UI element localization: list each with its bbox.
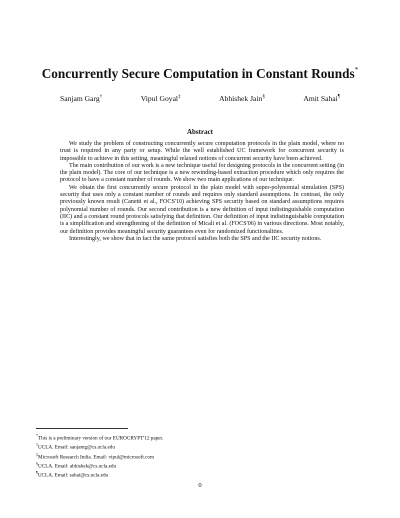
abstract-paragraph: We study the problem of constructing concurrently secure computation protocols in the plain model, where no trust is required in any party or setup. While the well established UC framework for concurrent security is impossible to achieve in this setting, meaningful relaxed notions of concurrent security have been achieved. xyxy=(60,141,344,162)
abstract-paragraph: We obtain the first concurrently secure protocol in the plain model with super-polynomial simulation (SPS) security that uses only a constant number of rounds and requires only standard assumptions. In contrast, the only previously known result (Canetti et al., FOCS'10) achieving SPS security based on standard assumptions requires polynomial number of rounds. Our second contribution is a new definition of input indistinguishable computation (IIC) and a constant round protocols satisfying that definition. Our definition of input indistinguishable computation is a simplification and strengthening of the definition of Micali et al. (FOCS'06) in various directions. Most notably, our definition provides meaningful security guarantees even for randomized functionalities. xyxy=(60,184,344,235)
footnote xyxy=(36,452,336,461)
footnote-text: Microsoft Research India. Email: vipul@microsoft.com xyxy=(38,454,154,461)
footnote xyxy=(36,442,336,451)
footnote-mark: † xyxy=(36,442,38,448)
author-name: Amit Sahai xyxy=(303,94,338,103)
abstract-paragraph: The main contribution of our work is a new technique useful for designing protocols in the concurrent setting (in the plain model). The core of our technique is a new rewinding-based extraction procedure which only requires the protocol to have a constant number of rounds. We show two main applications of our technique. xyxy=(60,162,344,184)
footnote-mark: ¶ xyxy=(36,470,38,476)
footnote-mark: * xyxy=(36,433,38,438)
footnote-text: UCLA. Email: sahai@cs.ucla.edu xyxy=(37,473,109,480)
footnote-rule xyxy=(36,428,128,429)
author-footnote-mark: ¶ xyxy=(337,94,340,100)
author-footnote-mark: § xyxy=(262,94,265,100)
author-list xyxy=(60,94,340,103)
author-name: Sanjam Garg xyxy=(60,94,100,103)
author-footnote-mark: † xyxy=(99,94,103,100)
footnote xyxy=(36,470,336,479)
footnote-mark: § xyxy=(36,460,38,466)
footnote-text: UCLA. Email: abhishek@cs.ucla.edu xyxy=(38,463,117,470)
author xyxy=(219,94,265,103)
author-name: Abhishek Jain xyxy=(219,94,263,103)
footnote-mark: ‡ xyxy=(36,451,38,457)
abstract-paragraph: Interestingly, we show that in fact the same protocol satisfies both the SPS and the IIC security notions. xyxy=(69,235,322,242)
author xyxy=(303,94,340,103)
author xyxy=(60,94,102,103)
footnotes xyxy=(36,428,336,480)
footnote xyxy=(36,433,336,442)
paper-title xyxy=(0,66,400,82)
footnote-text: This is a preliminary version of our EUROCRYPT'12 paper. xyxy=(38,435,164,442)
author xyxy=(141,94,181,103)
paper-title-text: Concurrently Secure Computation in Constant Rounds xyxy=(41,66,355,81)
footnote-text: UCLA. Email: sanjamg@cs.ucla.edu xyxy=(38,445,115,452)
abstract-body xyxy=(60,141,344,243)
page-number: 0 xyxy=(198,482,202,489)
abstract-heading: Abstract xyxy=(186,128,214,136)
footnote xyxy=(36,461,336,470)
title-footnote-mark: * xyxy=(354,65,359,74)
author-name: Vipul Goyal xyxy=(140,94,179,103)
author-footnote-mark: ‡ xyxy=(178,94,181,100)
